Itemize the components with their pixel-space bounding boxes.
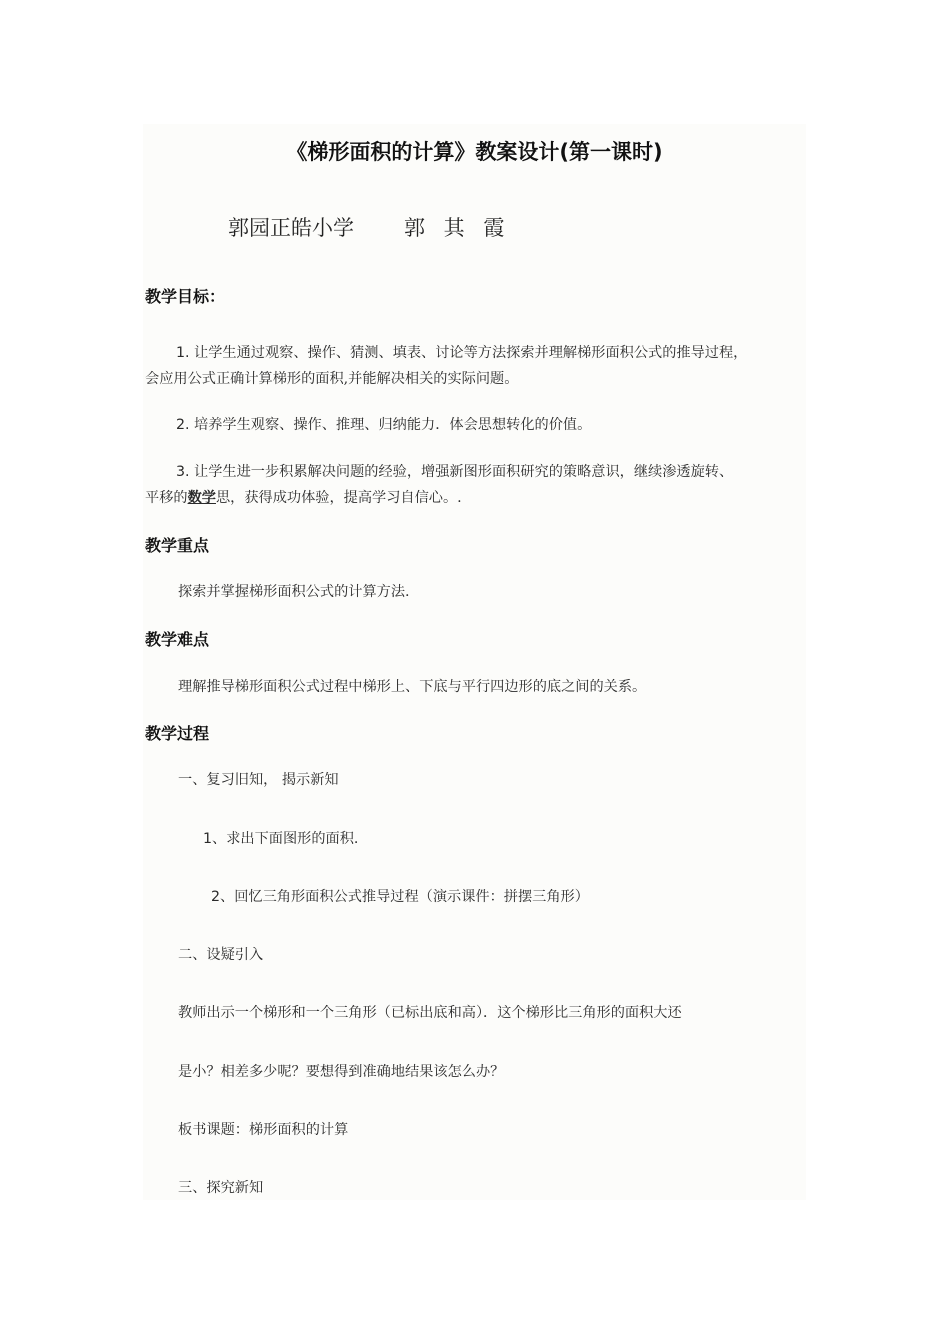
goal-item-1-line-1: 1. 让学生通过观察、操作、猜测、填表、讨论等方法探索并理解梯形面积公式的推导过程，	[176, 345, 748, 361]
document-title: 《梯形面积的计算》教案设计(第一课时)	[286, 140, 663, 164]
process-step-2: 2、回忆三角形面积公式推导过程（演示课件：拼摆三角形）	[211, 889, 589, 905]
difficulty-heading: 教学难点	[145, 630, 210, 649]
process-part-1: 一、复习旧知， 揭示新知	[178, 772, 339, 788]
author-school: 郭园正皓小学	[228, 216, 354, 240]
author-line	[228, 212, 510, 242]
goal-item-3-line-1: 3. 让学生进一步积累解决问题的经验，增强新图形面积研究的策略意识，继续渗透旋转、	[176, 464, 734, 480]
goal-item-3-line-2: 平移的数学思，获得成功体验，提高学习自信心。.	[145, 490, 462, 506]
process-part-2: 二、设疑引入	[178, 947, 264, 963]
board-title: 板书课题：梯形面积的计算	[178, 1122, 349, 1138]
math-link[interactable]: 数学	[187, 490, 216, 506]
process-paragraph-1: 教师出示一个梯形和一个三角形（已标出底和高）．这个梯形比三角形的面积大还	[178, 1005, 682, 1021]
goals-heading: 教学目标：	[145, 287, 226, 306]
key-points-heading: 教学重点	[145, 536, 210, 555]
difficulty-text: 理解推导梯形面积公式过程中梯形上、下底与平行四边形的底之间的关系。	[178, 679, 647, 695]
goal-item-1-line-2: 会应用公式正确计算梯形的面积,并能解决相关的实际问题。	[145, 371, 519, 387]
process-part-3: 三、探究新知	[178, 1180, 264, 1196]
process-heading: 教学过程	[145, 724, 210, 743]
author-name: 郭 其 霞	[404, 216, 511, 240]
process-step-1: 1、求出下面图形的面积.	[203, 831, 359, 847]
page-background	[143, 124, 806, 1200]
goal-item-2: 2. 培养学生观察、操作、推理、归纳能力．体会思想转化的价值。	[176, 417, 592, 433]
key-points-text: 探索并掌握梯形面积公式的计算方法.	[178, 584, 410, 600]
process-paragraph-2: 是小？相差多少呢？要想得到准确地结果该怎么办？	[178, 1064, 505, 1080]
